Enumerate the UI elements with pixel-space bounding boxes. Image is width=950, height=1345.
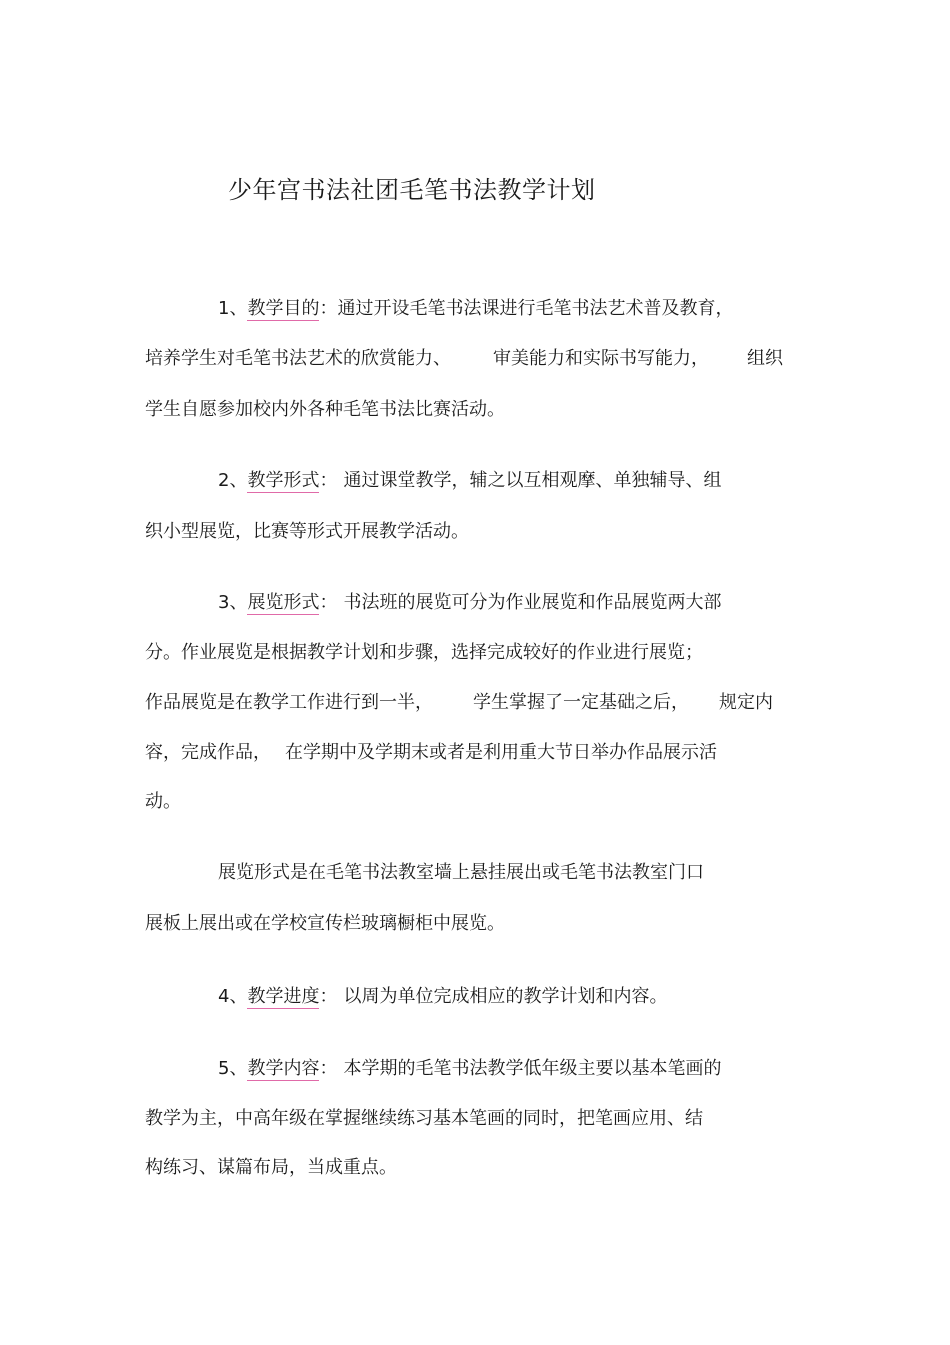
section-4-separator: ： xyxy=(319,986,338,1007)
section-5-separator: ： xyxy=(319,1058,338,1079)
section-4-text: 以周为单位完成相应的教学计划和内容。 xyxy=(343,986,668,1007)
section-4-number: 4、 xyxy=(218,986,248,1007)
section-3-term: 展览形式 xyxy=(247,592,320,613)
section-5-first-line xyxy=(218,1056,721,1082)
section-3-text: 作品展览是在教学工作进行到一半， xyxy=(145,692,433,713)
section-1-text: 学生自愿参加校内外各种毛笔书法比赛活动。 xyxy=(145,399,505,420)
section-1-number: 1、 xyxy=(218,298,248,319)
section-3-line-3 xyxy=(145,690,773,716)
section-2-text: 通过课堂教学，辅之以互相观摩、单独辅导、组 xyxy=(343,470,722,491)
section-1-line-3 xyxy=(145,397,505,423)
section-2-separator: ： xyxy=(319,470,338,491)
section-4-first-line xyxy=(218,984,667,1010)
section-3-line-2 xyxy=(145,640,703,666)
section-3-text: 动。 xyxy=(145,791,181,812)
section-1-line-2 xyxy=(145,346,783,372)
section-3-line-4 xyxy=(145,740,717,766)
exhibit-paragraph-text: 展板上展出或在学校宣传栏玻璃橱柜中展览。 xyxy=(145,913,505,934)
section-3-text: 分。作业展览是根据教学计划和步骤，选择完成较好的作业进行展览； xyxy=(145,642,703,663)
exhibit-paragraph-line-1 xyxy=(218,860,704,886)
section-2-line-2 xyxy=(145,519,469,545)
section-3-text: 规定内 xyxy=(719,692,773,713)
section-5-term: 教学内容 xyxy=(247,1058,320,1079)
exhibit-paragraph-line-2 xyxy=(145,911,505,937)
section-2-term: 教学形式 xyxy=(247,470,320,491)
section-3-first-line xyxy=(218,590,721,616)
section-3-text: 书法班的展览可分为作业展览和作品展览两大部 xyxy=(343,592,722,613)
section-3-text: 学生掌握了一定基础之后， xyxy=(473,692,689,713)
section-2-number: 2、 xyxy=(218,470,248,491)
section-3-line-5 xyxy=(145,789,181,815)
document-title: 少年宫书法社团毛笔书法教学计划 xyxy=(228,176,596,204)
section-1-text: 培养学生对毛笔书法艺术的欣赏能力、 xyxy=(145,348,451,369)
section-5-text: 构练习、谋篇布局，当成重点。 xyxy=(145,1157,397,1178)
section-1-separator: ： xyxy=(319,298,338,319)
section-1-first-line xyxy=(218,296,733,322)
section-2-first-line xyxy=(218,468,721,494)
section-5-line-3 xyxy=(145,1155,397,1181)
section-1-text: 审美能力和实际书写能力， xyxy=(493,348,709,369)
section-5-number: 5、 xyxy=(218,1058,248,1079)
section-5-line-2 xyxy=(145,1106,703,1132)
exhibit-paragraph-text: 展览形式是在毛笔书法教室墙上悬挂展出或毛笔书法教室门口 xyxy=(218,862,704,883)
section-3-number: 3、 xyxy=(218,592,248,613)
section-5-text: 教学为主，中高年级在掌握继续练习基本笔画的同时，把笔画应用、结 xyxy=(145,1108,703,1129)
section-1-term: 教学目的 xyxy=(247,298,320,319)
section-4-term: 教学进度 xyxy=(247,986,320,1007)
section-3-separator: ： xyxy=(319,592,338,613)
section-3-text: 容，完成作品， xyxy=(145,742,271,763)
section-1-text: 通过开设毛笔书法课进行毛笔书法艺术普及教育， xyxy=(337,298,734,319)
section-2-text: 织小型展览，比赛等形式开展教学活动。 xyxy=(145,521,469,542)
section-3-text: 在学期中及学期末或者是利用重大节日举办作品展示活 xyxy=(285,742,717,763)
section-1-text: 组织 xyxy=(747,348,783,369)
section-5-text: 本学期的毛笔书法教学低年级主要以基本笔画的 xyxy=(343,1058,722,1079)
